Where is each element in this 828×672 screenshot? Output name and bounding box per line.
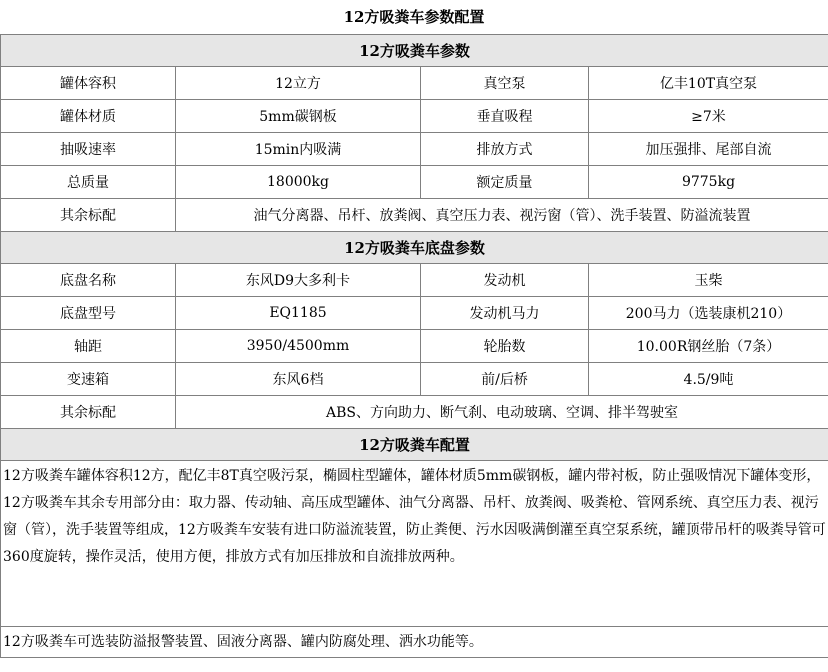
config-paragraph-row — [1, 627, 828, 658]
table-row — [1, 67, 828, 100]
param-value: 亿丰10T真空泵 — [589, 67, 828, 100]
param-label: 总质量 — [1, 166, 176, 199]
param-value: 3950/4500mm — [176, 330, 421, 363]
table-row — [1, 166, 828, 199]
table-row — [1, 100, 828, 133]
param-value: 东风D9大多利卡 — [176, 264, 421, 297]
section-title: 12方吸粪车底盘参数 — [1, 232, 828, 264]
param-value: 15min内吸满 — [176, 133, 421, 166]
param-label: 额定质量 — [421, 166, 589, 199]
section-header-config — [1, 429, 828, 461]
spec-table — [0, 34, 828, 658]
param-value: 加压强排、尾部自流 — [589, 133, 828, 166]
param-label: 发动机马力 — [421, 297, 589, 330]
param-label: 垂直吸程 — [421, 100, 589, 133]
param-label: 罐体材质 — [1, 100, 176, 133]
param-label: 变速箱 — [1, 363, 176, 396]
param-label: 底盘型号 — [1, 297, 176, 330]
table-row — [1, 330, 828, 363]
param-value: 油气分离器、吊杆、放粪阀、真空压力表、视污窗（管）、洗手装置、防溢流装置 — [176, 199, 828, 232]
config-description: 12方吸粪车罐体容积12方，配亿丰8T真空吸污泵，椭圆柱型罐体，罐体材质5mm碳钢板，罐内带衬板，防止强吸情况下罐体变形，12方吸粪车其余专用部分由：取力器、传动轴、高压成型罐体、油气分离器、吊杆、放粪阀、吸粪枪、管网系统、真空压力表、视污窗（管），洗手装置等组成，12方吸粪车安装有进口防溢流装置，防止粪便、污水因吸满倒灌至真空泵系统，罐顶带吊杆的吸粪导管可360度旋转，操作灵活，使用方便，排放方式有加压排放和自流排放两种。 — [1, 461, 828, 627]
param-value: 9775kg — [589, 166, 828, 199]
param-label: 抽吸速率 — [1, 133, 176, 166]
section-title: 12方吸粪车参数 — [1, 35, 828, 67]
param-value: 5mm碳钢板 — [176, 100, 421, 133]
param-label: 前/后桥 — [421, 363, 589, 396]
param-value: 18000kg — [176, 166, 421, 199]
table-row — [1, 363, 828, 396]
table-row — [1, 297, 828, 330]
param-value: 东风6档 — [176, 363, 421, 396]
section-header-chassis — [1, 232, 828, 264]
param-value: 12立方 — [176, 67, 421, 100]
param-label: 排放方式 — [421, 133, 589, 166]
param-value: 玉柴 — [589, 264, 828, 297]
param-label: 发动机 — [421, 264, 589, 297]
param-label: 轮胎数 — [421, 330, 589, 363]
param-value: ABS、方向助力、断气刹、电动玻璃、空调、排半驾驶室 — [176, 396, 828, 429]
param-value: 4.5/9吨 — [589, 363, 828, 396]
config-options: 12方吸粪车可选装防溢报警装置、固液分离器、罐内防腐处理、洒水功能等。 — [1, 627, 828, 658]
param-label: 罐体容积 — [1, 67, 176, 100]
param-value: ≥7米 — [589, 100, 828, 133]
param-label: 其余标配 — [1, 199, 176, 232]
table-row — [1, 264, 828, 297]
param-value: EQ1185 — [176, 297, 421, 330]
param-label: 真空泵 — [421, 67, 589, 100]
section-title: 12方吸粪车配置 — [1, 429, 828, 461]
config-paragraph-row — [1, 461, 828, 627]
table-row — [1, 133, 828, 166]
section-header-tank — [1, 35, 828, 67]
param-label: 底盘名称 — [1, 264, 176, 297]
table-row-extra — [1, 199, 828, 232]
param-label: 其余标配 — [1, 396, 176, 429]
page-title: 12方吸粪车参数配置 — [343, 8, 485, 26]
table-row-extra — [1, 396, 828, 429]
param-value: 200马力（选装康机210） — [589, 297, 828, 330]
param-value: 10.00R钢丝胎（7条） — [589, 330, 828, 363]
param-label: 轴距 — [1, 330, 176, 363]
